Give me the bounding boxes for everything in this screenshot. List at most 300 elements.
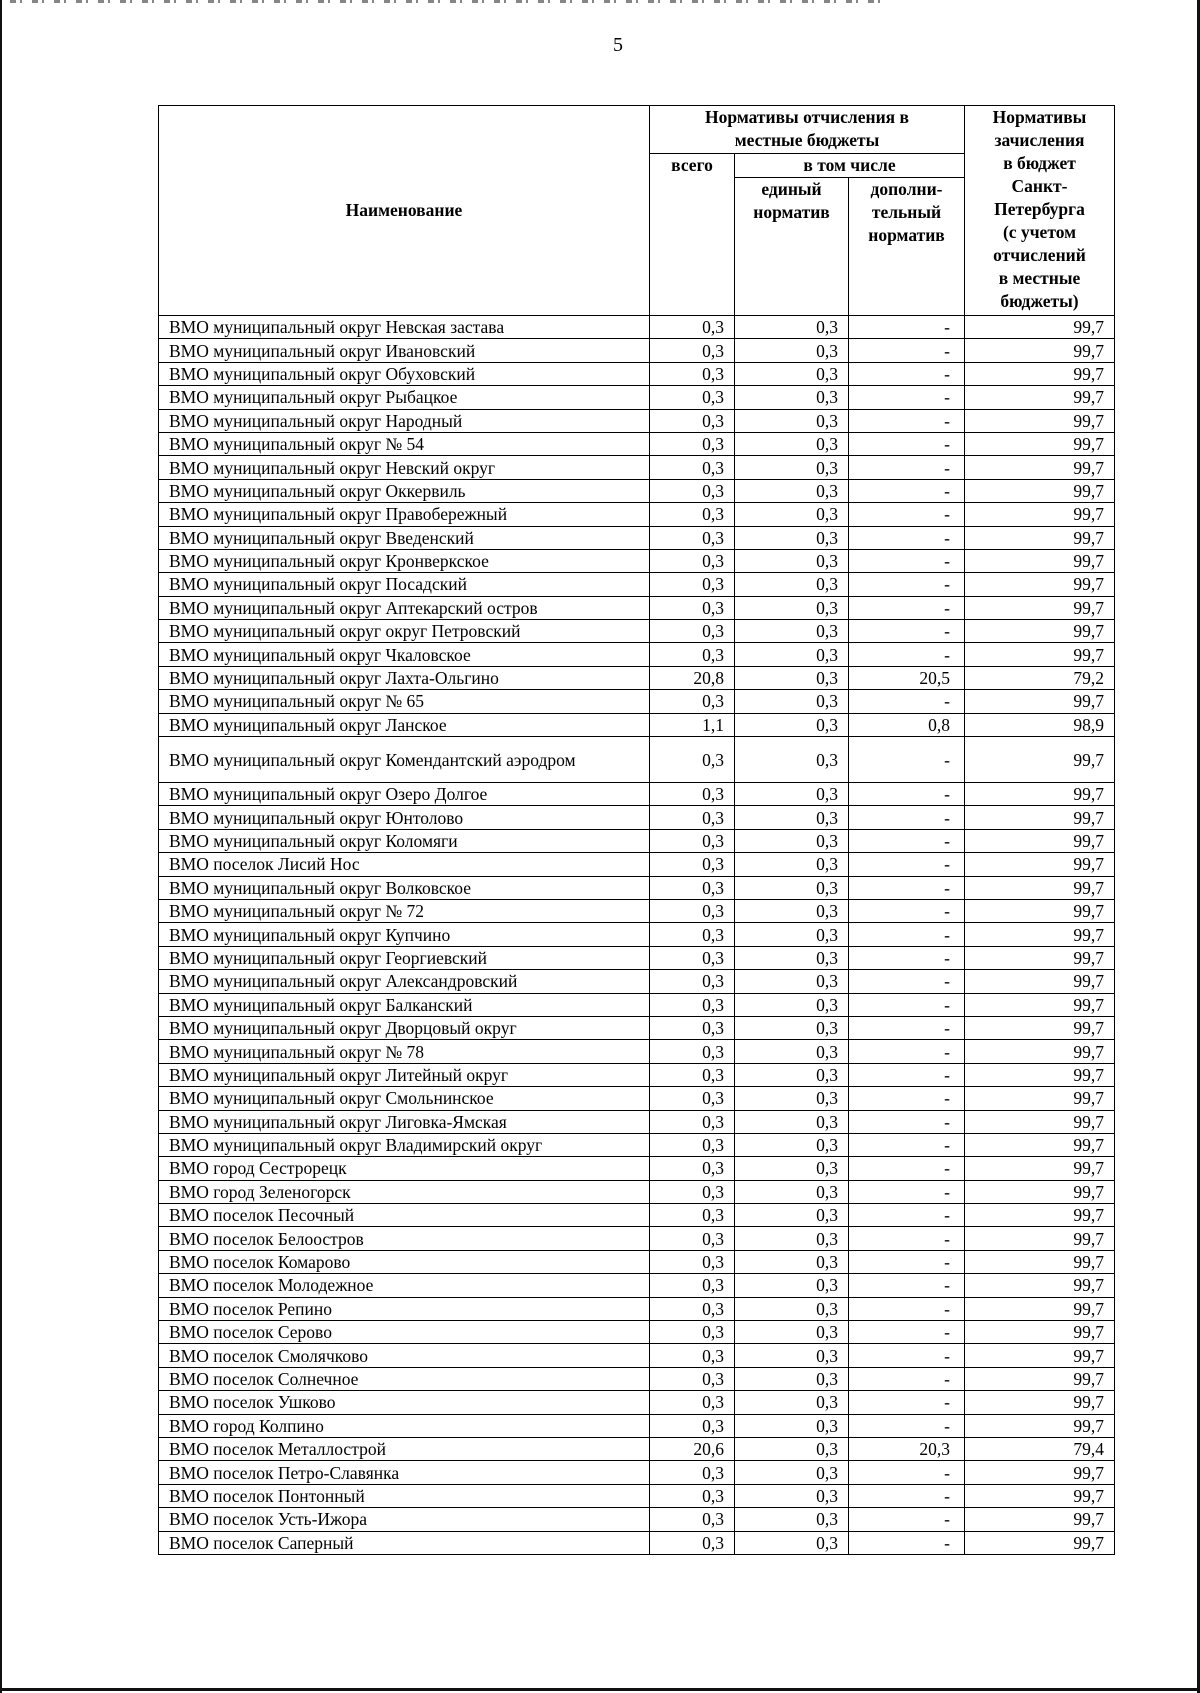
cell-additional: - xyxy=(849,737,965,783)
cell-unified: 0,3 xyxy=(735,1344,849,1367)
cell-unified: 0,3 xyxy=(735,993,849,1016)
cell-additional: 20,3 xyxy=(849,1437,965,1460)
table-row xyxy=(159,876,1115,899)
cell-additional: - xyxy=(849,479,965,502)
cell-unified: 0,3 xyxy=(735,1367,849,1390)
cell-unified: 0,3 xyxy=(735,1414,849,1437)
table-row xyxy=(159,526,1115,549)
cell-spb: 99,7 xyxy=(965,432,1115,455)
cell-unified: 0,3 xyxy=(735,1531,849,1554)
cell-name: ВМО муниципальный округ Ивановский xyxy=(159,339,650,362)
cell-additional: - xyxy=(849,573,965,596)
cell-total: 20,6 xyxy=(650,1437,735,1460)
cell-name: ВМО муниципальный округ Литейный округ xyxy=(159,1063,650,1086)
cell-total: 0,3 xyxy=(650,479,735,502)
table-row xyxy=(159,946,1115,969)
header-unified-line: норматив xyxy=(753,202,830,222)
header-additional-line: дополни- xyxy=(870,179,943,199)
cell-spb: 99,7 xyxy=(965,526,1115,549)
table-row xyxy=(159,316,1115,339)
table-row xyxy=(159,1227,1115,1250)
cell-spb: 99,7 xyxy=(965,1040,1115,1063)
cell-total: 0,3 xyxy=(650,549,735,572)
table-row xyxy=(159,1040,1115,1063)
cell-additional: - xyxy=(849,1344,965,1367)
cell-additional: - xyxy=(849,432,965,455)
cell-additional: - xyxy=(849,1040,965,1063)
cell-spb: 79,2 xyxy=(965,666,1115,689)
cell-name: ВМО муниципальный округ Оккервиль xyxy=(159,479,650,502)
table-row xyxy=(159,362,1115,385)
cell-additional: - xyxy=(849,1321,965,1344)
cell-spb: 99,7 xyxy=(965,1414,1115,1437)
table-row xyxy=(159,1063,1115,1086)
cell-spb: 99,7 xyxy=(965,970,1115,993)
cell-name: ВМО муниципальный округ Смольнинское xyxy=(159,1087,650,1110)
header-spb-line: бюджеты) xyxy=(1000,291,1079,311)
cell-total: 0,3 xyxy=(650,1157,735,1180)
cell-total: 0,3 xyxy=(650,1508,735,1531)
cell-name: ВМО муниципальный округ Введенский xyxy=(159,526,650,549)
table-body xyxy=(159,316,1115,1555)
cell-name: ВМО муниципальный округ Лахта-Ольгино xyxy=(159,666,650,689)
cell-additional: - xyxy=(849,1157,965,1180)
cell-total: 0,3 xyxy=(650,339,735,362)
cell-unified: 0,3 xyxy=(735,1227,849,1250)
cell-total: 0,3 xyxy=(650,923,735,946)
cell-name: ВМО муниципальный округ № 72 xyxy=(159,899,650,922)
page-number: 5 xyxy=(613,34,623,56)
cell-unified: 0,3 xyxy=(735,1016,849,1039)
cell-additional: - xyxy=(849,1133,965,1156)
table-row xyxy=(159,456,1115,479)
cell-unified: 0,3 xyxy=(735,526,849,549)
cell-name: ВМО поселок Понтонный xyxy=(159,1484,650,1507)
cell-name: ВМО муниципальный округ Дворцовый округ xyxy=(159,1016,650,1039)
cell-spb: 99,7 xyxy=(965,1204,1115,1227)
cell-additional: - xyxy=(849,596,965,619)
header-name: Наименование xyxy=(159,106,650,316)
cell-spb: 99,7 xyxy=(965,479,1115,502)
cell-spb: 99,7 xyxy=(965,386,1115,409)
cell-name: ВМО муниципальный округ Георгиевский xyxy=(159,946,650,969)
cell-total: 0,3 xyxy=(650,1344,735,1367)
cell-unified: 0,3 xyxy=(735,876,849,899)
cell-spb: 99,7 xyxy=(965,1508,1115,1531)
table-row xyxy=(159,1133,1115,1156)
cell-total: 0,3 xyxy=(650,690,735,713)
cell-total: 0,3 xyxy=(650,1414,735,1437)
cell-unified: 0,3 xyxy=(735,1250,849,1273)
cell-total: 0,3 xyxy=(650,1180,735,1203)
cell-total: 0,3 xyxy=(650,1204,735,1227)
table-row xyxy=(159,690,1115,713)
cell-name: ВМО поселок Ушково xyxy=(159,1391,650,1414)
cell-name: ВМО поселок Саперный xyxy=(159,1531,650,1554)
page-border-left xyxy=(0,0,2,1693)
cell-name: ВМО муниципальный округ Народный xyxy=(159,409,650,432)
cell-unified: 0,3 xyxy=(735,713,849,736)
cell-spb: 99,7 xyxy=(965,1274,1115,1297)
cell-spb: 99,7 xyxy=(965,643,1115,666)
cell-name: ВМО муниципальный округ Лиговка-Ямская xyxy=(159,1110,650,1133)
cell-unified: 0,3 xyxy=(735,1133,849,1156)
cell-additional: - xyxy=(849,1508,965,1531)
cell-total: 0,3 xyxy=(650,1297,735,1320)
cell-unified: 0,3 xyxy=(735,362,849,385)
table-row xyxy=(159,713,1115,736)
cell-total: 0,3 xyxy=(650,737,735,783)
cell-total: 0,3 xyxy=(650,432,735,455)
cell-name: ВМО муниципальный округ Невский округ xyxy=(159,456,650,479)
table-row xyxy=(159,1414,1115,1437)
cell-total: 0,3 xyxy=(650,1110,735,1133)
cell-spb: 99,7 xyxy=(965,876,1115,899)
cell-name: ВМО муниципальный округ Обуховский xyxy=(159,362,650,385)
cell-additional: - xyxy=(849,1461,965,1484)
cell-unified: 0,3 xyxy=(735,1204,849,1227)
cell-additional: - xyxy=(849,1250,965,1273)
cell-name: ВМО муниципальный округ Озеро Долгое xyxy=(159,783,650,806)
cell-name: ВМО муниципальный округ Купчино xyxy=(159,923,650,946)
cell-name: ВМО муниципальный округ Коломяги xyxy=(159,829,650,852)
cell-additional: - xyxy=(849,970,965,993)
cell-spb: 99,7 xyxy=(965,1063,1115,1086)
table-row xyxy=(159,479,1115,502)
cell-spb: 99,7 xyxy=(965,1461,1115,1484)
header-spb-line: Нормативы xyxy=(992,107,1087,127)
cell-additional: - xyxy=(849,1414,965,1437)
table-row xyxy=(159,596,1115,619)
header-total: всего xyxy=(650,154,735,316)
header-spb-line: зачисления xyxy=(994,130,1085,150)
cell-additional: - xyxy=(849,783,965,806)
cell-name: ВМО муниципальный округ Аптекарский остров xyxy=(159,596,650,619)
header-spb-line: отчислений xyxy=(993,245,1086,265)
cell-name: ВМО поселок Молодежное xyxy=(159,1274,650,1297)
table-row xyxy=(159,1367,1115,1390)
cell-name: ВМО муниципальный округ Правобережный xyxy=(159,503,650,526)
cell-unified: 0,3 xyxy=(735,549,849,572)
cell-total: 0,3 xyxy=(650,806,735,829)
cell-spb: 99,7 xyxy=(965,503,1115,526)
cell-name: ВМО муниципальный округ Балканский xyxy=(159,993,650,1016)
cell-name: ВМО муниципальный округ Посадский xyxy=(159,573,650,596)
cell-spb: 99,7 xyxy=(965,946,1115,969)
cell-name: ВМО муниципальный округ Владимирский округ xyxy=(159,1133,650,1156)
cell-total: 0,3 xyxy=(650,946,735,969)
cell-name: ВМО поселок Серово xyxy=(159,1321,650,1344)
cell-additional: 20,5 xyxy=(849,666,965,689)
table-header xyxy=(159,106,1115,316)
table-row xyxy=(159,432,1115,455)
cell-spb: 99,7 xyxy=(965,1367,1115,1390)
cell-total: 0,3 xyxy=(650,1391,735,1414)
cell-total: 0,3 xyxy=(650,1461,735,1484)
table-row xyxy=(159,503,1115,526)
cell-additional: - xyxy=(849,1180,965,1203)
cell-additional: - xyxy=(849,1391,965,1414)
cell-total: 0,3 xyxy=(650,1227,735,1250)
cell-unified: 0,3 xyxy=(735,1297,849,1320)
table-row xyxy=(159,737,1115,783)
cell-spb: 99,7 xyxy=(965,1087,1115,1110)
cell-spb: 99,7 xyxy=(965,409,1115,432)
cell-name: ВМО муниципальный округ Волковское xyxy=(159,876,650,899)
cell-total: 0,3 xyxy=(650,853,735,876)
cell-total: 0,3 xyxy=(650,362,735,385)
cell-spb: 98,9 xyxy=(965,713,1115,736)
cell-name: ВМО муниципальный округ № 78 xyxy=(159,1040,650,1063)
table-row xyxy=(159,1250,1115,1273)
cell-unified: 0,3 xyxy=(735,1063,849,1086)
cell-unified: 0,3 xyxy=(735,1180,849,1203)
cell-spb: 99,7 xyxy=(965,806,1115,829)
cell-unified: 0,3 xyxy=(735,899,849,922)
header-spb-line: в бюджет xyxy=(1003,153,1076,173)
cell-spb: 99,7 xyxy=(965,1321,1115,1344)
cell-additional: - xyxy=(849,829,965,852)
cell-name: ВМО муниципальный округ Чкаловское xyxy=(159,643,650,666)
cell-total: 0,3 xyxy=(650,1250,735,1273)
cell-name: ВМО город Сестрорецк xyxy=(159,1157,650,1180)
cell-unified: 0,3 xyxy=(735,923,849,946)
norms-table xyxy=(158,105,1115,1555)
cell-total: 0,3 xyxy=(650,503,735,526)
cell-name: ВМО поселок Смолячково xyxy=(159,1344,650,1367)
cell-additional: - xyxy=(849,409,965,432)
cell-name: ВМО муниципальный округ Александровский xyxy=(159,970,650,993)
table-row xyxy=(159,806,1115,829)
cell-spb: 99,7 xyxy=(965,690,1115,713)
cell-total: 0,3 xyxy=(650,620,735,643)
table-row xyxy=(159,409,1115,432)
table-row xyxy=(159,339,1115,362)
cell-name: ВМО муниципальный округ Невская застава xyxy=(159,316,650,339)
cell-unified: 0,3 xyxy=(735,1391,849,1414)
cell-additional: - xyxy=(849,1297,965,1320)
cell-spb: 99,7 xyxy=(965,362,1115,385)
cell-name: ВМО город Зеленогорск xyxy=(159,1180,650,1203)
cell-additional: - xyxy=(849,526,965,549)
cell-total: 0,3 xyxy=(650,316,735,339)
cell-spb: 99,7 xyxy=(965,923,1115,946)
cell-name: ВМО поселок Солнечное xyxy=(159,1367,650,1390)
cell-additional: - xyxy=(849,993,965,1016)
cell-additional: - xyxy=(849,386,965,409)
cell-unified: 0,3 xyxy=(735,829,849,852)
page-border-bottom xyxy=(0,1688,1200,1691)
cell-name: ВМО поселок Репино xyxy=(159,1297,650,1320)
cell-spb: 99,7 xyxy=(965,549,1115,572)
scan-artifact xyxy=(10,0,880,3)
table-row xyxy=(159,549,1115,572)
cell-total: 0,3 xyxy=(650,783,735,806)
cell-total: 20,8 xyxy=(650,666,735,689)
cell-spb: 99,7 xyxy=(965,1531,1115,1554)
table-row xyxy=(159,386,1115,409)
cell-spb: 99,7 xyxy=(965,1157,1115,1180)
cell-name: ВМО поселок Усть-Ижора xyxy=(159,1508,650,1531)
table-row xyxy=(159,1531,1115,1554)
cell-additional: - xyxy=(849,806,965,829)
cell-total: 0,3 xyxy=(650,1016,735,1039)
table-row xyxy=(159,1204,1115,1227)
cell-name: ВМО муниципальный округ № 54 xyxy=(159,432,650,455)
cell-name: ВМО поселок Металлострой xyxy=(159,1437,650,1460)
cell-spb: 99,7 xyxy=(965,1391,1115,1414)
header-unified-line: единый xyxy=(761,179,822,199)
cell-spb: 99,7 xyxy=(965,316,1115,339)
table-row xyxy=(159,620,1115,643)
header-including: в том числе xyxy=(735,154,965,178)
cell-total: 0,3 xyxy=(650,526,735,549)
cell-unified: 0,3 xyxy=(735,806,849,829)
cell-spb: 99,7 xyxy=(965,829,1115,852)
cell-spb: 99,7 xyxy=(965,620,1115,643)
table-row xyxy=(159,1508,1115,1531)
cell-total: 0,3 xyxy=(650,1367,735,1390)
cell-unified: 0,3 xyxy=(735,596,849,619)
cell-spb: 99,7 xyxy=(965,1297,1115,1320)
cell-unified: 0,3 xyxy=(735,737,849,783)
cell-total: 0,3 xyxy=(650,1063,735,1086)
cell-unified: 0,3 xyxy=(735,432,849,455)
cell-name: ВМО муниципальный округ округ Петровский xyxy=(159,620,650,643)
cell-unified: 0,3 xyxy=(735,479,849,502)
table-row xyxy=(159,1274,1115,1297)
cell-spb: 99,7 xyxy=(965,1250,1115,1273)
cell-additional: - xyxy=(849,456,965,479)
cell-unified: 0,3 xyxy=(735,339,849,362)
cell-additional: - xyxy=(849,362,965,385)
table-row xyxy=(159,1110,1115,1133)
cell-additional: - xyxy=(849,549,965,572)
cell-name: ВМО поселок Белоостров xyxy=(159,1227,650,1250)
cell-additional: - xyxy=(849,339,965,362)
table-row xyxy=(159,1321,1115,1344)
cell-additional: - xyxy=(849,1110,965,1133)
cell-additional: - xyxy=(849,923,965,946)
cell-total: 0,3 xyxy=(650,829,735,852)
table-row xyxy=(159,1461,1115,1484)
cell-name: ВМО муниципальный округ Кронверкское xyxy=(159,549,650,572)
cell-additional: - xyxy=(849,1204,965,1227)
cell-total: 0,3 xyxy=(650,1484,735,1507)
cell-total: 0,3 xyxy=(650,456,735,479)
cell-unified: 0,3 xyxy=(735,620,849,643)
table-row xyxy=(159,923,1115,946)
cell-additional: - xyxy=(849,876,965,899)
header-spb-line: (с учетом xyxy=(1002,222,1077,242)
cell-spb: 99,7 xyxy=(965,899,1115,922)
table-row xyxy=(159,1087,1115,1110)
cell-additional: - xyxy=(849,1087,965,1110)
cell-unified: 0,3 xyxy=(735,853,849,876)
cell-additional: - xyxy=(849,503,965,526)
cell-total: 0,3 xyxy=(650,1274,735,1297)
cell-unified: 0,3 xyxy=(735,690,849,713)
cell-unified: 0,3 xyxy=(735,503,849,526)
cell-spb: 99,7 xyxy=(965,573,1115,596)
table-row xyxy=(159,899,1115,922)
cell-unified: 0,3 xyxy=(735,666,849,689)
table-row xyxy=(159,993,1115,1016)
table-row xyxy=(159,573,1115,596)
cell-spb: 99,7 xyxy=(965,853,1115,876)
table-row xyxy=(159,970,1115,993)
table-row xyxy=(159,829,1115,852)
cell-unified: 0,3 xyxy=(735,409,849,432)
cell-spb: 99,7 xyxy=(965,456,1115,479)
cell-unified: 0,3 xyxy=(735,1461,849,1484)
cell-unified: 0,3 xyxy=(735,1087,849,1110)
cell-total: 0,3 xyxy=(650,993,735,1016)
header-additional xyxy=(849,178,965,316)
cell-spb: 99,7 xyxy=(965,1344,1115,1367)
cell-additional: - xyxy=(849,316,965,339)
cell-name: ВМО поселок Песочный xyxy=(159,1204,650,1227)
cell-name: ВМО муниципальный округ Юнтолово xyxy=(159,806,650,829)
cell-spb: 99,7 xyxy=(965,993,1115,1016)
cell-unified: 0,3 xyxy=(735,316,849,339)
cell-unified: 0,3 xyxy=(735,573,849,596)
table-row xyxy=(159,853,1115,876)
cell-additional: - xyxy=(849,1016,965,1039)
cell-spb: 99,7 xyxy=(965,1110,1115,1133)
cell-total: 0,3 xyxy=(650,1321,735,1344)
cell-unified: 0,3 xyxy=(735,1508,849,1531)
cell-total: 0,3 xyxy=(650,876,735,899)
cell-unified: 0,3 xyxy=(735,1110,849,1133)
cell-unified: 0,3 xyxy=(735,1274,849,1297)
table-row xyxy=(159,1157,1115,1180)
cell-spb: 99,7 xyxy=(965,737,1115,783)
table-row xyxy=(159,783,1115,806)
cell-unified: 0,3 xyxy=(735,1437,849,1460)
cell-total: 0,3 xyxy=(650,386,735,409)
cell-name: ВМО муниципальный округ Комендантский аэродром xyxy=(159,737,650,783)
header-spb-line: в местные xyxy=(998,268,1081,288)
cell-additional: - xyxy=(849,1484,965,1507)
cell-total: 0,3 xyxy=(650,970,735,993)
cell-spb: 99,7 xyxy=(965,339,1115,362)
cell-spb: 99,7 xyxy=(965,1180,1115,1203)
header-additional-line: тельный xyxy=(871,202,942,222)
cell-additional: - xyxy=(849,1531,965,1554)
cell-unified: 0,3 xyxy=(735,946,849,969)
cell-additional: - xyxy=(849,620,965,643)
cell-name: ВМО муниципальный округ Рыбацкое xyxy=(159,386,650,409)
table-row xyxy=(159,1344,1115,1367)
header-spb-line: Санкт- xyxy=(1011,176,1068,196)
table-row xyxy=(159,643,1115,666)
cell-name: ВМО город Колпино xyxy=(159,1414,650,1437)
header-spb xyxy=(965,106,1115,316)
cell-spb: 99,7 xyxy=(965,783,1115,806)
cell-name: ВМО поселок Лисий Нос xyxy=(159,853,650,876)
cell-unified: 0,3 xyxy=(735,783,849,806)
cell-total: 0,3 xyxy=(650,573,735,596)
cell-total: 0,3 xyxy=(650,409,735,432)
cell-spb: 99,7 xyxy=(965,1484,1115,1507)
table-row xyxy=(159,666,1115,689)
cell-name: ВМО муниципальный округ Ланское xyxy=(159,713,650,736)
header-additional-line: норматив xyxy=(868,225,945,245)
table-row xyxy=(159,1297,1115,1320)
cell-additional: - xyxy=(849,853,965,876)
cell-total: 0,3 xyxy=(650,899,735,922)
